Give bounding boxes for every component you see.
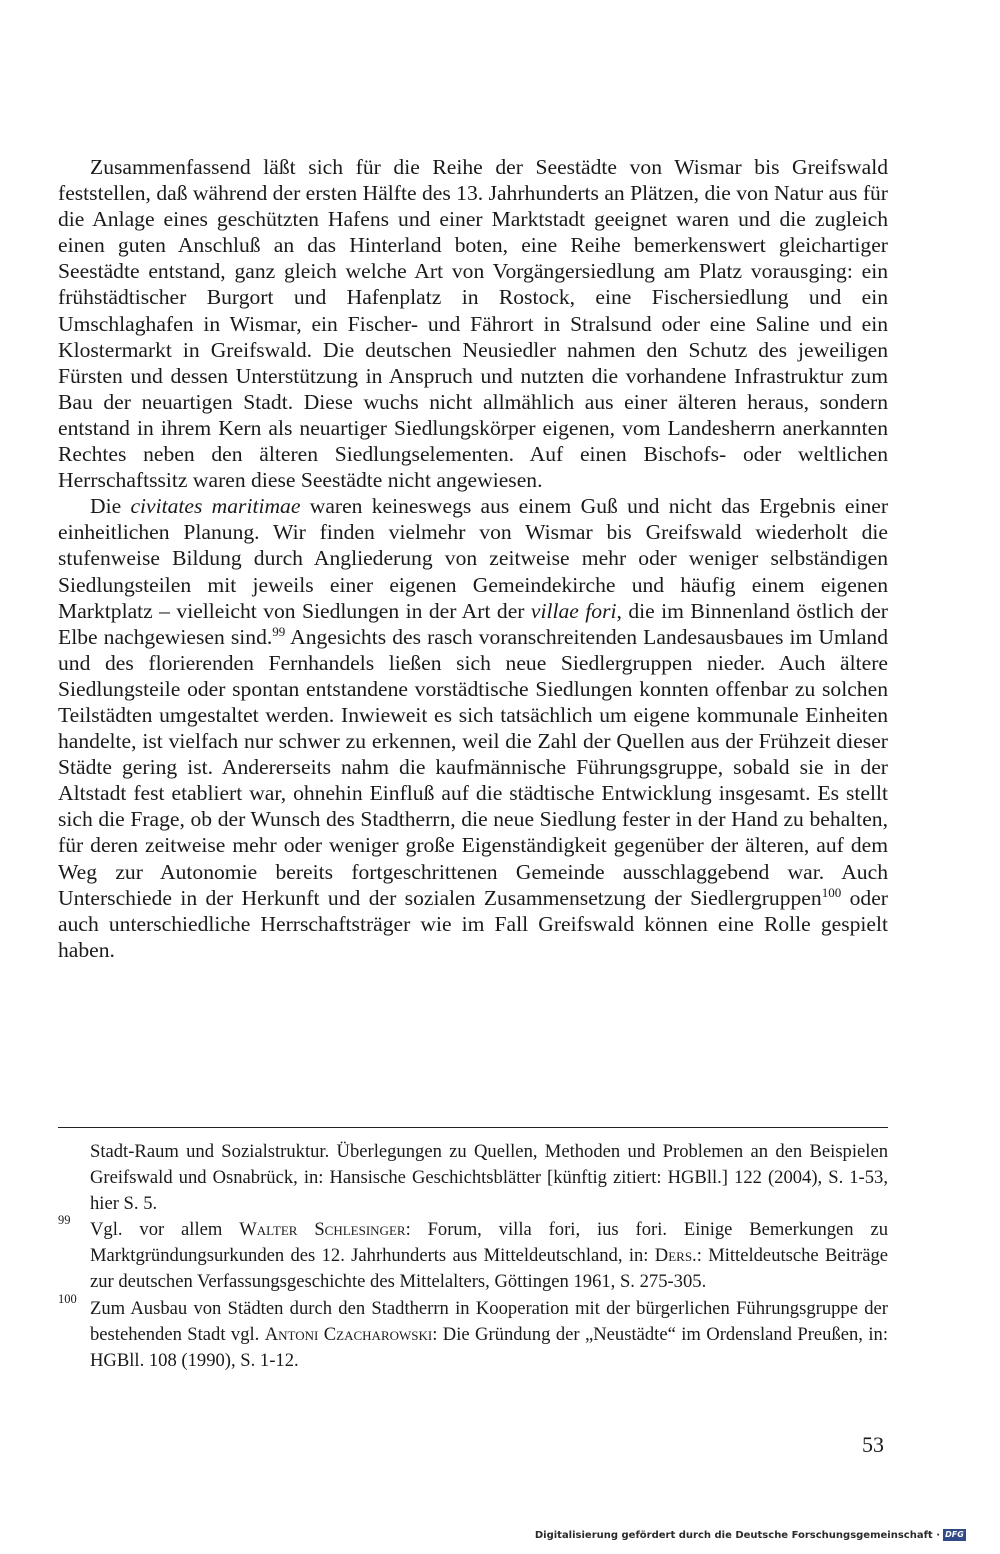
footnote-text <box>90 1298 888 1371</box>
footnote-100 <box>58 1291 888 1374</box>
italic-term: civitates maritimae <box>130 494 301 519</box>
footnote-ref: 100 <box>821 884 842 900</box>
paragraph-1 <box>58 154 888 493</box>
page-number: 53 <box>862 1432 884 1457</box>
digitization-credit <box>535 1529 966 1541</box>
text-run: : Mitteldeutsche Beiträge zur deutschen Verfassungsgeschichte des Mittelalters, Göttingen 1961, S. 275-305. <box>90 1245 888 1293</box>
footnotes <box>58 1139 888 1374</box>
text-run: Zusammenfassend läßt sich für die Reihe der Seestädte von Wismar bis Greifswald feststellen, daß während der ersten Hälfte des 13. Jahrhunderts an Plätzen, die von Natur aus für die Anlage eines geschützten Hafens und einer Marktstadt geeignet waren und die zugleich einen guten Anschluß an das Hinterland boten, eine Reihe bemerkenswert gleichartiger Seestädte entstand, ganz gleich welche Art von Vorgängersiedlung am Platz vorausging: ein frühstädtischer Burgort und Hafenplatz in Rostock, eine Fischersiedlung und ein Umschlaghafen in Wismar, ein Fischer- und Fährort in Stralsund oder eine Saline und ein Klostermarkt in Greifswald. Die deutschen Neusiedler nahmen den Schutz des jeweiligen Fürsten und dessen Unterstützung in Anspruch und nutzten die vorhandene Infrastruktur zum Bau der neuartigen Stadt. Diese wuchs nicht allmählich aus einer älteren heraus, sondern entstand in ihrem Kern als neuartiger Siedlungskörper eigenen, vom Landesherrn anerkannten Rechtes neben den älteren Siedlungselementen. Auf einen Bischofs- oder weltlichen Herrschaftssitz waren diese Seestädte nicht angewiesen. <box>58 155 888 493</box>
text-run: waren keineswegs aus einem Guß und nicht das Ergebnis einer einheitlichen Planung. Wir finden vielmehr von Wismar bis Greifswald wiederholt die stufenweise Bildung durch Angliederung von zeitweise mehr oder weniger selbständigen Siedlungsteilen mit jeweils einer eigenen Gemeindekirche und häufig einem eigenen Marktplatz – vielleicht von Siedlungen in der Art der <box>58 494 889 623</box>
text-run: Stadt-Raum und Sozialstruktur. Überlegungen zu Quellen, Methoden und Problemen an den Beispielen Greifswald und Osnabrück, in: Hansische Geschichtsblätter [künftig zitiert: HGBll.] 122 (2004), S. 1-53, hier S. 5. <box>90 1141 888 1215</box>
text-run: Angesichts des rasch voranschreitenden Landesausbaues im Umland und des florierenden Fernhandels ließen sich neue Siedlergruppen nieder. Auch ältere Siedlungsteile oder spontan entstandene vorstädtische Siedlungen konnten offenbar zu solchen Teilstädten umgestaltet werden. Inwieweit es sich tatsächlich um eigene kommunale Einheiten handelte, ist vielfach nur schwer zu erkennen, weil die Zahl der Quellen aus der Frühzeit dieser Städte gering ist. Andererseits nahm die kaufmännische Führungsgruppe, sobald sie in der Altstadt fest etabliert war, ohnehin Einfluß auf die städtische Entwicklung insgesamt. Es stellt sich die Frage, ob der Wunsch des Stadtherrn, die neue Siedlung fester in der Hand zu behalten, für deren zeitweise mehr oder weniger große Eigenständigkeit gegenüber der älteren, auf dem Weg zur Autonomie bereits fortgeschrittenen Gemeinde ausschlaggebend war. Auch Unterschiede in der Herkunft und der sozialen Zusammensetzung der Siedlergruppen <box>58 624 888 910</box>
dfg-logo: DFG <box>943 1529 966 1541</box>
text-run: Die <box>90 494 131 519</box>
text-run: : Forum, villa fori, ius fori. Einige Bemerkungen zu Marktgründungsurkunden des 12. Jahrhunderts aus Mitteldeutschland, in: <box>90 1219 888 1267</box>
main-text <box>58 154 888 963</box>
text-run: , die im Binnenland östlich der Elbe nachgewiesen sind. <box>58 598 888 649</box>
footnote-99 <box>58 1213 888 1295</box>
footnote-continued <box>58 1139 888 1217</box>
credit-text: Digitalisierung gefördert durch die Deutsche Forschungsgemeinschaft · <box>534 1529 940 1541</box>
author-name: Walter Schlesinger <box>239 1219 406 1241</box>
paragraph-2 <box>58 493 888 963</box>
footnote-text <box>90 1219 888 1292</box>
author-name: Antoni Czacharowski <box>264 1323 433 1345</box>
footnote-number: 100 <box>58 1291 77 1306</box>
italic-term: villae fori <box>530 598 617 623</box>
footnote-rule <box>58 1127 888 1128</box>
text-run: : Die Gründung der „Neustädte“ im Ordensland Preußen, in: HGBll. 108 (1990), S. 1-12. <box>90 1323 888 1371</box>
text-run: Zum Ausbau von Städten durch den Stadtherrn in Kooperation mit der bürgerlichen Führungsgruppe der bestehenden Stadt vgl. <box>90 1297 888 1345</box>
text-run: Vgl. vor allem <box>90 1219 240 1241</box>
author-name: Ders. <box>654 1245 697 1267</box>
footnote-text <box>90 1141 888 1214</box>
footnote-ref: 99 <box>272 623 286 639</box>
text-run: oder auch unterschiedliche Herrschaftsträger wie im Fall Greifswald können eine Rolle gespielt haben. <box>58 885 888 962</box>
footnote-number: 99 <box>58 1213 71 1228</box>
